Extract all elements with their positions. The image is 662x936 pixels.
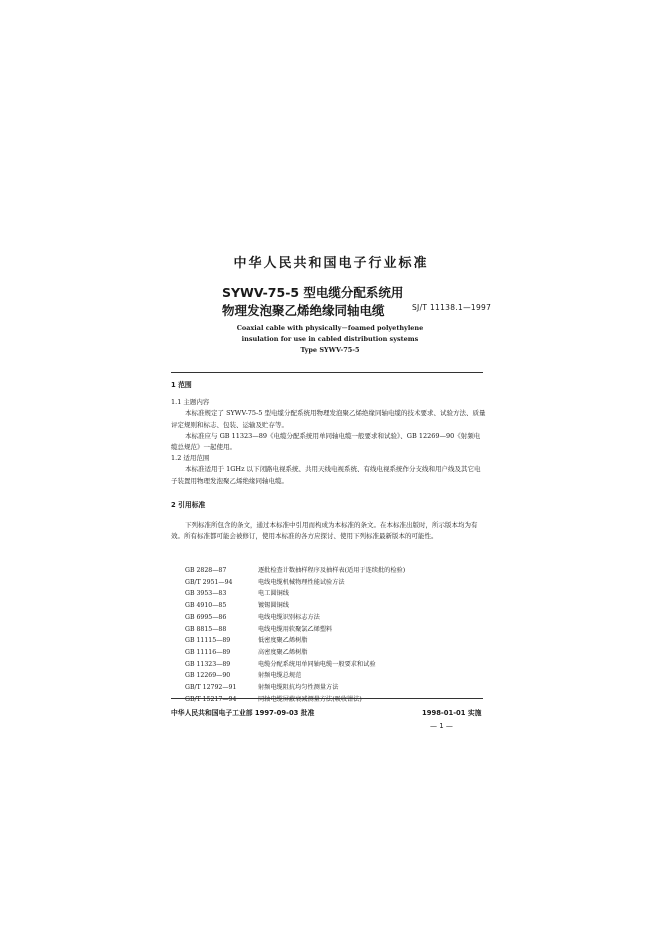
standard-code: GB 12269—90 <box>185 672 231 680</box>
standard-title: 镀锡圆铜线 <box>258 602 289 610</box>
english-title-line-2: insulation for use in cabled distribution systems <box>241 335 419 343</box>
subsection-1-1-paragraph-1: 本标准规定了 SYWV-75-5 型电缆分配系统用物理发泡聚乙烯绝缘同轴电缆的技术要求、试验方法、质量评定规则和标志、包装、运输及贮存等。 <box>171 409 486 429</box>
standard-code: GB/T 2951—94 <box>185 578 233 586</box>
standard-title: 射频电缆阻抗均匀性测量方法 <box>258 684 339 692</box>
list-item <box>185 624 405 636</box>
list-item <box>185 588 405 600</box>
list-item <box>185 565 405 577</box>
bottom-divider <box>171 698 483 699</box>
standard-code: GB 11115—89 <box>185 637 231 645</box>
standard-code: GB/T 12792—91 <box>185 684 237 692</box>
standard-code: GB 6995—86 <box>185 613 227 621</box>
standard-code: GB 3953—83 <box>185 590 227 598</box>
approval-line: 中华人民共和国电子工业部 1997-09-03 批准 <box>171 709 315 717</box>
list-item <box>185 635 405 647</box>
english-title <box>150 323 510 356</box>
standard-code: GB 11323—89 <box>185 660 231 668</box>
english-title-line-1: Coaxial cable with physically－foamed polyethylene <box>236 324 424 332</box>
list-item <box>185 682 405 694</box>
subsection-1-2-heading: 1.2 适用范围 <box>171 454 210 463</box>
list-item <box>185 694 405 706</box>
list-item <box>185 577 405 589</box>
standard-title: 电缆分配系统用单同轴电缆一般要求和试验 <box>258 660 376 668</box>
list-item <box>185 612 405 624</box>
standard-title: 电工圆铜线 <box>258 590 289 598</box>
chinese-title-line-2: 物理发泡聚乙烯绝缘同轴电缆 <box>222 303 385 318</box>
top-divider <box>171 372 483 373</box>
standard-title: 同轴电缆屏蔽衰减测量方法(吸收钳法) <box>258 695 362 703</box>
page-number: — 1 — <box>430 722 453 730</box>
standard-code: GB/T 15217—94 <box>185 695 237 703</box>
section-2-paragraph: 下列标准所包含的条文，通过本标准中引用而构成为本标准的条文。在本标准出版时，所示版本均为有效。所有标准都可能会被修订，使用本标准的各方应探讨、使用下列标准最新版本的可能性。 <box>171 521 478 541</box>
standard-header: 中华人民共和国电子行业标准 <box>233 256 429 271</box>
chinese-title-line-1: SYWV-75-5 型电缆分配系统用 <box>222 285 404 300</box>
section-2-heading: 2 引用标准 <box>171 501 206 509</box>
standard-number: SJ/T 11138.1—1997 <box>412 303 492 312</box>
english-title-line-3: Type SYWV-75-5 <box>300 346 360 354</box>
section-1-heading: 1 范围 <box>171 381 192 389</box>
section-2 <box>171 500 486 543</box>
subsection-1-1-paragraph-2: 本标准应与 GB 11323—89《电缆分配系统用单同轴电缆一般要求和试验》、GB 12269—90《射频电缆总规范》一起使用。 <box>171 431 481 452</box>
standard-title: 高密度聚乙烯树脂 <box>258 648 308 656</box>
standard-code: GB 2828—87 <box>185 567 227 574</box>
standard-title: 电线电缆识别标志方法 <box>258 613 320 621</box>
standard-title: 射频电缆总规范 <box>258 672 302 680</box>
standard-code: GB 8815—88 <box>185 625 227 633</box>
standard-title: 电线电缆机械物理性能试验方法 <box>258 578 345 586</box>
implementation-date: 1998-01-01 实施 <box>422 709 482 717</box>
referenced-standards-list <box>185 565 405 705</box>
list-item <box>185 600 405 612</box>
subsection-1-2-paragraph-1: 本标准适用于 1GHz 以下闭路电视系统、共用天线电视系统、有线电视系统作分支线和用户线及其它电子装置用物理发泡聚乙烯绝缘同轴电缆。 <box>171 465 481 485</box>
standard-title: 低密度聚乙烯树脂 <box>258 637 308 645</box>
subsection-1-1-heading: 1.1 主题内容 <box>171 398 210 407</box>
list-item <box>185 670 405 682</box>
standard-code: GB 11116—89 <box>185 648 231 656</box>
standard-title: 电线电缆用软聚氯乙烯塑料 <box>258 625 333 633</box>
chinese-title <box>222 284 403 320</box>
list-item <box>185 647 405 659</box>
standard-code: GB 4910—85 <box>185 602 227 610</box>
section-1 <box>171 380 486 487</box>
list-item <box>185 659 405 671</box>
standard-title: 逐批检查计数抽样程序及抽样表(适用于连续批的检验) <box>258 567 406 574</box>
